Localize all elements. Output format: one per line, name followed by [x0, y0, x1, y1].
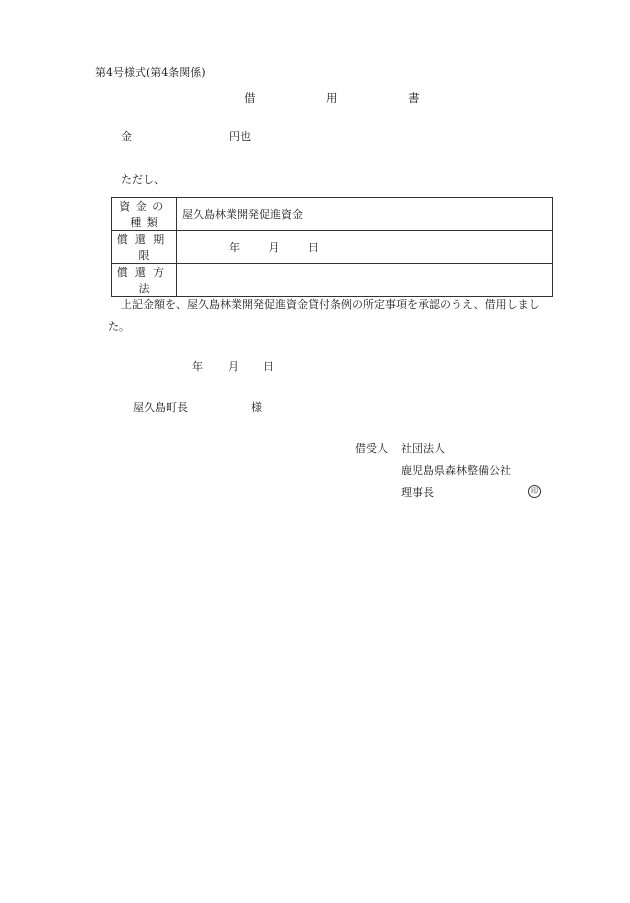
statement-paragraph: 上記金額を、屋久島林業開発促進資金貸付条例の所定事項を承認のうえ、借用しました。 [108, 298, 540, 333]
addressee-honorific: 様 [251, 401, 262, 414]
title-char-3: 書 [408, 91, 420, 105]
borrower-organization: 鹿児島県森林整備公社 [401, 464, 511, 477]
row-value-repayment-deadline [177, 231, 553, 264]
loan-details-table [111, 197, 553, 297]
day-unit: 日 [263, 360, 274, 373]
row-label-fund-type: 資金の種類 [112, 198, 177, 231]
form-number: 第4号様式(第4条関係) [95, 66, 206, 79]
table-row [112, 264, 553, 297]
row-label-repayment-method: 償還方法 [112, 264, 177, 297]
borrower-label: 借受人 [355, 442, 388, 455]
month-unit: 月 [268, 241, 280, 254]
row-label-repayment-deadline: 償還期限 [112, 231, 177, 264]
title-char-1: 借 [244, 91, 256, 105]
addressee-name: 屋久島町長 [133, 401, 188, 414]
day-unit: 日 [308, 241, 319, 254]
seal-icon: 印 [528, 485, 541, 498]
amount-label: 金 [121, 130, 132, 143]
table-row [112, 198, 553, 231]
month-unit: 月 [228, 360, 239, 373]
year-unit: 年 [229, 241, 240, 254]
proviso-text: ただし、 [121, 173, 165, 186]
table-row [112, 231, 553, 264]
borrower-representative: 理事長 [401, 486, 434, 499]
amount-unit: 円也 [229, 130, 251, 143]
title-char-2: 用 [326, 91, 338, 105]
borrower-type: 社団法人 [401, 442, 445, 455]
row-value-repayment-method [177, 264, 553, 297]
row-value-fund-type: 屋久島林業開発促進資金 [177, 198, 553, 231]
year-unit: 年 [192, 360, 203, 373]
